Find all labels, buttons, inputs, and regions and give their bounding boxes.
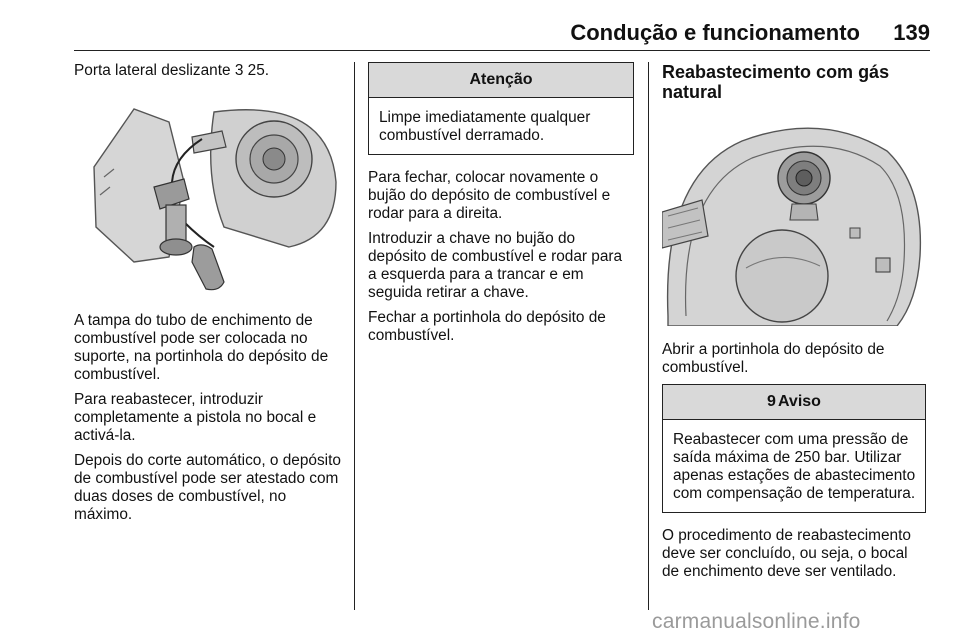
page-header-title: Condução e funcionamento — [570, 20, 860, 45]
page-number: 139 — [893, 20, 930, 45]
warning-box-header — [663, 385, 925, 420]
cng-filler-illustration — [662, 116, 926, 326]
paragraph: Fechar a portinhola do depósito de combustível. — [368, 309, 606, 344]
section-heading: Reabastecimento com gás natural — [662, 62, 890, 102]
paragraph: Introduzir a chave no bujão do depósito de combustível e rodar para a esquerda para a trancar e em seguida retirar a chave. — [368, 230, 623, 301]
fuel-cap-figure — [74, 87, 342, 297]
fuel-cap-illustration — [74, 87, 342, 297]
paragraph: Para fechar, colocar novamente o bujão do depósito de combustível e rodar para a direita. — [368, 169, 611, 222]
column-divider-2 — [648, 62, 649, 610]
watermark: carmanualsonline.info — [652, 610, 861, 633]
column-1 — [74, 62, 342, 531]
header-rule — [74, 50, 930, 51]
paragraph: Depois do corte automático, o depósito de combustível pode ser atestado com duas doses de combustível, no máximo. — [74, 452, 341, 523]
attention-box-title: Atenção — [369, 63, 633, 98]
paragraph: O procedimento de reabastecimento deve ser concluído, ou seja, o bocal de enchimento deve ser ventilado. — [662, 527, 911, 580]
paragraph: Para reabastecer, introduzir completamente a pistola no bocal e activá-la. — [74, 391, 317, 444]
warning-box-text: Reabastecer com uma pressão de saída máxima de 250 bar. Utilizar apenas estações de abastecimento com compensação de temperatura. — [673, 431, 916, 502]
attention-box-text: Limpe imediatamente qualquer combustível derramado. — [379, 109, 591, 144]
paragraph: A tampa do tubo de enchimento de combustível pode ser colocada no suporte, na portinhola do depósito de combustível. — [74, 312, 329, 383]
attention-box — [368, 62, 634, 155]
paragraph: Abrir a portinhola do depósito de combustível. — [662, 341, 885, 376]
column-divider-1 — [354, 62, 355, 610]
cng-filler-figure — [662, 116, 926, 326]
warning-box — [662, 384, 926, 513]
warning-icon: 9 — [767, 393, 776, 410]
warning-box-title: Aviso — [777, 393, 821, 410]
column-2 — [368, 62, 634, 352]
cross-reference-text: Porta lateral deslizante 3 25. — [74, 62, 270, 79]
column-3 — [662, 62, 926, 588]
